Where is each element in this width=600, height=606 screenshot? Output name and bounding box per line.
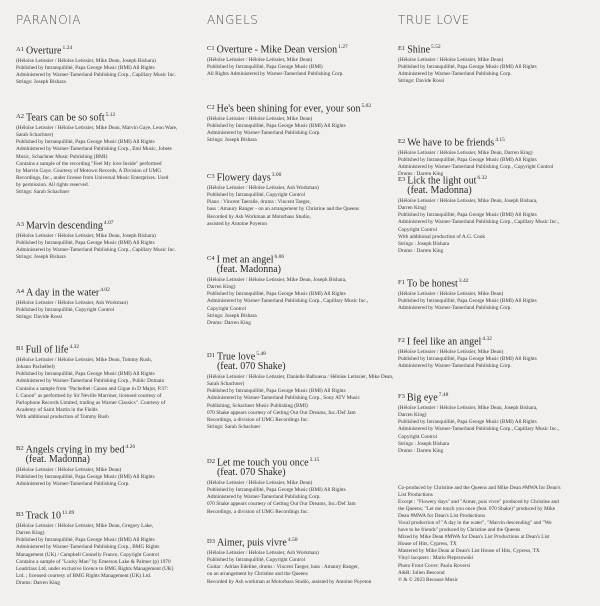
track-duration: 6.32 <box>477 175 488 181</box>
track-credits <box>207 185 395 227</box>
track-c3 <box>207 170 395 228</box>
track-credits <box>398 57 594 85</box>
track-position: B3 <box>16 511 24 518</box>
credit-line: Drums : Darren King <box>398 171 444 178</box>
track-title-wrap <box>26 442 136 465</box>
footer-line: Photo Front Cover: Paolo Roversi <box>398 562 471 569</box>
credit-line: Published by Intranquillité, Copyright Control <box>16 307 115 314</box>
credit-line: Published by Intranquillité, Papa George Music (BMI) All Rights <box>398 157 537 164</box>
track-credits <box>398 349 594 370</box>
track-title-line <box>207 42 395 55</box>
track-duration: 4.15 <box>495 137 505 143</box>
credit-line: Piano : Vincent Taeralle, drums : Vincent Taeger, <box>207 199 311 206</box>
credit-line: With additional production of A.G. Cook <box>398 233 486 240</box>
track-duration: 6.06 <box>274 254 285 260</box>
credit-line: Sarah Schachner) <box>16 132 54 139</box>
credit-line: Strings: Davide Rossi <box>398 78 445 85</box>
credit-line: Administered by Warner-Tamerland Publishing Corp., Capillary Music Inc. <box>16 247 176 254</box>
track-title: Lick the light out <box>407 175 477 187</box>
track-position: F2 <box>398 337 405 344</box>
track-position: E3 <box>398 176 406 183</box>
credit-line: (Héloïse Letissier / Héloïse Letissier, Mike Dean) <box>207 57 313 64</box>
track-title-wrap <box>217 42 348 55</box>
credit-line: (Héloïse Letissier / Héloïse Letissier, Mike Dean, Joseph Bishara, <box>398 198 538 205</box>
credit-line: Published by Intranquillité, Papa George Music (BMI) All Rights <box>16 65 155 72</box>
credit-line: Published by Intranquillité, Papa George Music (BMI) All Rights <box>207 123 346 130</box>
credit-line: 070 Shake appears courtesy of Getting Out Our Dreams, Inc./Def Jam <box>207 501 356 508</box>
credit-line: Darren King) <box>398 205 427 212</box>
track-b2 <box>16 442 204 488</box>
credit-line: Drums: Darren King <box>16 579 60 586</box>
track-c4 <box>207 252 395 327</box>
credit-line: Published by Intranquillité, Papa George Music (BMI) All Rights <box>398 212 537 219</box>
footer-line: Mastered by Mike Dean at Dean's List House of Hits, Cypress, TX <box>398 548 540 555</box>
credit-line: (Héloïse Letissier / Héloïse Letissier, Ash Workman) <box>207 550 319 557</box>
track-d1 <box>207 349 395 431</box>
credit-line: (Héloïse Letissier / Héloïse Letissier, Mike Dean) <box>16 467 122 474</box>
track-credits <box>398 291 594 312</box>
credit-line: Contains a sample from "Pachelbel: Canon and Gigue in D Major, P.37: <box>16 385 169 392</box>
track-title-wrap <box>407 42 440 55</box>
credit-line: Published by Intranquillité, Copyright Control <box>207 557 306 564</box>
credit-line: Administered by Warner-Tamerland Publishing Corp., BMG Rights <box>16 544 160 551</box>
credit-line: Strings: Joseph Bishara <box>207 137 257 144</box>
track-position: E1 <box>398 45 406 52</box>
track-credits <box>207 57 395 78</box>
track-title-line <box>16 43 204 56</box>
track-credits <box>398 405 594 454</box>
track-d3 <box>207 535 395 586</box>
credit-line: Administered by Warner-Tamerland Publishing Corp., Emi Music, Jobete <box>16 146 172 153</box>
track-duration: 1.27 <box>338 44 348 50</box>
track-position: F1 <box>398 279 405 286</box>
track-credits <box>16 58 204 86</box>
track-title-wrap <box>217 349 286 372</box>
track-title-line <box>207 455 395 478</box>
credit-line: 070 Shake appears courtesy of Getting Out Our Dreams, Inc./Def Jam <box>207 409 356 416</box>
credit-line: (Héloïse Letissier / Héloïse Letissier, Mike Dean) <box>398 291 504 298</box>
credit-line: Guitar : Adrian Edeline, drums : Vincent Taeger, bass : Amaury Ranger, <box>207 564 359 571</box>
track-title-line <box>398 42 594 55</box>
track-title-line <box>207 349 395 372</box>
track-e3 <box>398 173 594 255</box>
credit-line: Published by Intranquillité, Papa George Music (BMI) All Rights <box>398 64 537 71</box>
track-a3 <box>16 218 204 262</box>
track-position: A4 <box>16 288 24 295</box>
track-e2 <box>398 135 594 179</box>
track-title: Shine <box>407 44 431 56</box>
credit-line: Administered by Warner-Tamerland Publishing Corp., Public Domain <box>16 378 165 385</box>
track-duration: 11.09 <box>62 510 75 516</box>
footer-line: Co-produced by Christine and the Queens and Mike Dean #MWA for Dean's <box>398 485 561 491</box>
track-b1 <box>16 342 204 421</box>
credit-line: Copyright Control <box>398 433 437 440</box>
credit-line: Published by Intranquillité, Papa George Music (BMI) All Rights <box>16 240 155 247</box>
track-duration: 4.07 <box>103 220 114 226</box>
credit-line: Published by Intranquillité, Papa George Music (BMI) <box>207 64 323 71</box>
credit-line: Recordings, a division of UMG Recordings Inc. <box>207 508 309 515</box>
track-title-line <box>16 342 204 355</box>
track-credits <box>16 233 204 261</box>
track-a2 <box>16 110 204 196</box>
track-c2 <box>207 101 395 145</box>
credit-line: Ltd. ; licensed courtesy of BMG Rights Management (UK) Ltd. <box>16 572 152 579</box>
track-duration: 4.50 <box>287 537 298 543</box>
credit-line: Published by Intranquillité, Papa George Music (BMI) All Rights <box>16 537 155 544</box>
track-featuring: (feat. Madonna) <box>216 264 282 276</box>
track-title-wrap <box>26 508 75 521</box>
credit-line: Strings: Joseph Bishara <box>16 79 66 86</box>
track-featuring: (feat. Madonna) <box>407 185 472 197</box>
track-title-wrap <box>217 455 319 478</box>
credit-line: Copyright Control <box>398 226 437 233</box>
credit-line: (Héloïse Letissier / Héloïse Letissier, Mike Dean) <box>207 116 313 123</box>
credit-line: Published by Intranquillité, Papa George Music (BMI) All Rights <box>207 487 346 494</box>
credit-line: Administered by Warner-Tamerland Publishing Corp., Capillary Music Inc. <box>16 72 176 79</box>
track-title-line <box>207 170 395 183</box>
track-duration: 4.02 <box>100 287 110 293</box>
track-duration: 5.02 <box>361 103 372 109</box>
credit-line: Copyright Control <box>207 305 246 312</box>
track-duration: 7.48 <box>438 392 449 398</box>
track-title: Big eye <box>406 392 438 404</box>
track-position: D1 <box>207 352 215 359</box>
credit-line: Administered by Warner-Tamerland Publishing Corp. <box>398 305 512 312</box>
track-e1 <box>398 42 594 86</box>
credit-line: Sarah Schachner) <box>207 381 245 388</box>
track-title: Let me touch you once <box>216 457 309 469</box>
credit-line: Administered by Warner-Tamerland Publishing Corp. <box>398 71 512 78</box>
credit-line: by Marvin Gaye. Courtesy of Motown Records, A Division of UMG <box>16 167 162 174</box>
track-title: Aimer, puis vivre <box>216 537 287 549</box>
footer-line: Except : "Flowery days" and "Aimer, puis vivre" produced by Christine and <box>398 499 559 506</box>
credit-line: Recorded by Ash Workman at Motorbass Studio, <box>207 213 311 220</box>
track-title: He's been shining for ever, your son <box>216 103 361 115</box>
credit-line: Administered by Warner-Tamerland Publishing Corp., Capillary Music Inc., <box>398 426 560 433</box>
credit-line: (Héloïse Letissier / Héloïse Letissier, Ash Workman) <box>16 300 128 307</box>
track-title-line <box>398 390 594 403</box>
credit-line: Strings: Davide Rossi <box>16 314 63 321</box>
credit-line: assisted by Antoine Poyeton <box>207 220 267 227</box>
footer-line: Dean #MWA for Dean's List Productions <box>398 513 486 520</box>
track-title-line <box>207 101 395 114</box>
track-title-line <box>16 218 204 231</box>
track-title-wrap <box>217 101 372 114</box>
track-f2 <box>398 334 594 370</box>
footer-line: House of Hits, Cypress, TX <box>398 541 457 548</box>
credit-line: Drums : Darren King <box>398 447 444 454</box>
credit-line: Administered by Warner-Tamerland Publishing Corp., Capillary Music Inc., <box>398 219 560 226</box>
track-position: F3 <box>398 393 405 400</box>
track-position: E2 <box>398 138 406 145</box>
track-duration: 4.32 <box>482 336 492 342</box>
track-title: Angels crying in my bed <box>25 444 125 456</box>
column-heading: PARANOIA <box>16 13 81 27</box>
track-featuring: (feat. Madonna) <box>25 454 91 466</box>
credit-line: by permission. All rights reserved. <box>16 181 89 188</box>
credit-line: Johann Pachelbel) <box>16 364 55 371</box>
track-title-wrap <box>26 218 114 231</box>
track-title-line <box>16 508 204 521</box>
credit-line: Strings: Joseph Bishara <box>207 312 257 319</box>
track-title-wrap <box>26 110 115 123</box>
footer-line: the Queens; "Let me touch you once (feat. 070 Shake)" produced by Mike <box>398 506 556 513</box>
track-title: Tears can be so soft <box>25 112 105 124</box>
track-title-wrap <box>217 170 282 183</box>
credit-line: Published by Intranquillité, Papa George Music (BMI) All Rights <box>398 419 537 426</box>
production-credits <box>398 485 594 584</box>
credit-line: bass : Amaury Ranger - on an arrangement by Christine and the Queens <box>207 206 360 213</box>
track-title-wrap <box>407 334 492 347</box>
footer-line: ℗ & © 2023 Because Music <box>398 576 459 583</box>
credit-line: (Héloïse Letissier / Héloïse Letissier, Mike Dean, Joseph Bishara, <box>398 405 538 412</box>
track-title: We have to be friends <box>407 137 495 149</box>
track-title: True love <box>216 351 256 363</box>
track-title-line <box>398 135 594 148</box>
credit-line: Strings: Sarah Schachner <box>207 423 261 430</box>
track-b3 <box>16 508 204 587</box>
credit-line: (Héloïse Letissier / Héloïse Letissier, Mike Dean, Joseph Bishara) <box>16 233 156 240</box>
credit-line: Administered by Warner-Tamerland Publishing Corp. <box>207 494 321 501</box>
credit-line: Published by Intranquillité, Papa George Music (BMI) All Rights <box>398 356 537 363</box>
credit-line: Strings: Sarah Schachner <box>16 188 70 195</box>
credit-line: Administered by Warner-Tamerland Publishing Corp., Copyright Control <box>398 164 554 171</box>
credit-line: I. Canon" as performed by Sir Neville Marriner, licensed courtesy of <box>16 392 162 399</box>
credit-line: Published by Intranquillité, Papa George Music (BMI) All Rights <box>207 388 346 395</box>
footer-line: A&R: Julien Bescond <box>398 569 445 576</box>
credit-line: Management (UK) / Campbell Connelly France, Copyright Control <box>16 551 159 558</box>
track-title-line <box>207 535 395 548</box>
track-title: A day in the water <box>25 287 100 299</box>
track-title-line <box>398 334 594 347</box>
credit-line: Drums : Darren King <box>398 247 444 254</box>
track-duration: 3.42 <box>458 278 469 284</box>
track-position: C4 <box>207 255 215 262</box>
credit-line: (Héloïse Letissier / Héloïse Letissier, Mike Dean, Marvin Gaye, Leon Ware, <box>16 125 178 132</box>
credit-line: Recordings, a division of UMG Recordings Inc. <box>207 416 309 423</box>
credit-line: Administered by Warner-Tamerland Publishing Corp. <box>398 363 512 370</box>
track-title-line <box>207 252 395 275</box>
credit-line: Academy of Saint Martin in the Fields <box>16 406 98 413</box>
credit-line: Strings : Joseph Bishara <box>398 440 450 447</box>
track-title-wrap <box>26 285 110 298</box>
track-credits <box>16 125 204 195</box>
track-position: A1 <box>16 46 24 53</box>
footer-line: Vinyl lacquers : Mario Pieprzowski <box>398 555 474 562</box>
credit-line: (Héloïse Letissier / Héloïse Letissier, Mike Dean, Joseph Bishara) <box>16 58 156 65</box>
track-position: C2 <box>207 104 215 111</box>
track-title-wrap <box>26 342 79 355</box>
credit-line: Recordings, Inc., under license from Universal Music Enterprises. Used <box>16 174 169 181</box>
track-title: Flowery days <box>216 172 271 184</box>
credit-line: (Héloïse Letissier / Héloïse Letissier, Mike Dean, Darren King) <box>398 150 533 157</box>
credit-line: With additional production of Tommy Rush <box>16 413 109 420</box>
column-heading: ANGELS <box>207 13 259 27</box>
track-title-wrap <box>407 390 448 403</box>
track-title-line <box>16 110 204 123</box>
track-duration: 3.00 <box>271 172 282 178</box>
credit-line: (Héloïse Letissier / Héloïse Letissier, Danielle Balbuena / Héloïse Letissier, Mike Dean, <box>207 374 394 381</box>
track-position: C1 <box>207 45 215 52</box>
track-title: Marvin descending <box>25 220 103 232</box>
credit-line: (Héloïse Letissier / Héloïse Letissier, Mike Dean) <box>398 57 504 64</box>
track-position: A2 <box>16 113 24 120</box>
footer-line: have to be friends" produced by Christine and the Queens <box>398 527 521 534</box>
track-duration: 5.12 <box>105 112 116 118</box>
track-position: B1 <box>16 345 24 352</box>
track-credits <box>16 300 204 321</box>
credit-line: Leadclass Ltd, under exclusive licence to BMG Rights Management (UK) <box>16 565 174 572</box>
track-title-wrap <box>217 252 285 275</box>
credit-line: (Héloïse Letissier / Héloïse Letissier, Ash Workman) <box>207 185 319 192</box>
credit-line: Darren King) <box>207 284 236 291</box>
track-title-wrap <box>407 135 505 148</box>
credit-line: (Héloïse Letissier / Héloïse Letissier, Mike Dean) <box>207 480 313 487</box>
track-duration: 4.32 <box>69 344 79 350</box>
track-d2 <box>207 455 395 516</box>
track-credits <box>207 374 395 430</box>
track-duration: 3.15 <box>309 457 320 463</box>
credit-line: All Rights Administered by Warner-Tamerland Publishing Corp. <box>207 71 344 78</box>
credit-line: Published by Intranquillité, Papa George Music (BMI) All Rights <box>16 139 155 146</box>
credit-line: (Héloïse Letissier / Héloïse Letissier, Mike Dean, Tommy Rush, <box>16 357 152 364</box>
track-position: C3 <box>207 173 215 180</box>
credit-line: Administered by Warner-Tamerland Publishing Corp. <box>16 481 130 488</box>
track-position: D2 <box>207 458 215 465</box>
track-credits <box>207 550 395 585</box>
credit-line: Administered by Warner-Tamerland Publishing Corp., Capillary Music Inc., <box>207 298 369 305</box>
track-f3 <box>398 390 594 455</box>
footer-line: List Productions <box>398 492 433 499</box>
track-title: Overture <box>25 45 62 57</box>
track-featuring: (feat. 070 Shake) <box>216 467 286 479</box>
credit-line: Administered by Warner-Tamerland Publishing Corp., Sony ATV Music <box>207 395 360 402</box>
credit-line: Drums: Darren King <box>207 319 251 326</box>
footer-line: Mixed by Mike Dean #MWA for Dean's List Productions at Dean's List <box>398 534 550 541</box>
track-credits <box>207 116 395 144</box>
credit-line: Administered by Warner-Tamerland Publishing Corp. <box>207 130 321 137</box>
credit-line: on an arrangement by Christine and the Queens <box>207 571 308 578</box>
credit-line: (Héloïse Letissier / Héloïse Letissier, Mike Dean, Gregory Lake, <box>16 523 154 530</box>
track-a1 <box>16 43 204 87</box>
credit-line: Contains a sample of "Lucky Man" by Emerson Lake & Palmer (p) 1970 <box>16 558 171 565</box>
track-duration: 1.24 <box>62 45 73 51</box>
credit-line: Strings : Joseph Bishara <box>398 240 450 247</box>
track-title-wrap <box>26 43 72 56</box>
credit-line: Published by Intranquillité, Copyright Control <box>207 192 306 199</box>
track-c1 <box>207 42 395 78</box>
track-position: B2 <box>16 445 24 452</box>
track-title-wrap <box>217 535 298 548</box>
credit-line: Contains a sample of the recording "Feel My love Inside" performed <box>16 160 162 167</box>
credit-line: Published by Intranquillité, Papa George Music (BMI) All Rights <box>16 371 155 378</box>
track-credits <box>16 467 204 488</box>
track-f1 <box>398 276 594 312</box>
track-title: To be honest <box>406 278 458 290</box>
track-position: D3 <box>207 538 215 545</box>
track-position: A3 <box>16 221 24 228</box>
track-title-line <box>398 276 594 289</box>
track-duration: 5.52 <box>431 44 441 50</box>
track-featuring: (feat. 070 Shake) <box>216 361 286 373</box>
track-credits <box>207 480 395 515</box>
credit-line: Published by Intranquillité, Papa George Music (BMI) All Rights <box>16 474 155 481</box>
track-credits <box>207 277 395 326</box>
track-title-line <box>16 442 204 465</box>
credit-line: Darren King) <box>16 530 45 537</box>
track-title: I feel like an angel <box>406 336 482 348</box>
track-title: Track 10 <box>25 510 62 522</box>
credit-line: Music, Schachner Music Publishing (BMI) <box>16 153 108 160</box>
credit-line: (Héloïse Letissier / Héloïse Letissier, Mike Dean) <box>398 349 504 356</box>
track-credits <box>398 198 594 254</box>
track-title-wrap <box>407 173 487 196</box>
credit-line: Parlophone Records Limited, trading as Warner Classics". Courtesy of <box>16 399 166 406</box>
track-title: Full of life <box>25 344 69 356</box>
credit-line: Strings: Joseph Bishara <box>16 254 66 261</box>
track-title-wrap <box>407 276 469 289</box>
track-credits <box>16 357 204 420</box>
credit-line: Recorded by Ash workman at Motorbass Studio, assisted by Antoine Poyeton <box>207 578 372 585</box>
track-duration: 4.26 <box>125 444 136 450</box>
credit-line: Publishing, Schachner Music Publishing (BMI) <box>207 402 308 409</box>
credit-line: Darren King) <box>398 412 427 419</box>
track-a4 <box>16 285 204 321</box>
credit-line: Published by Intranquillité, Papa George Music (BMI) All Rights <box>207 291 346 298</box>
track-title: I met an angel <box>216 254 274 266</box>
track-title: Overture - Mike Dean version <box>216 44 338 56</box>
credit-line: Published by Intranquillité, Papa George Music (BMI) All Rights <box>398 298 537 305</box>
track-credits <box>16 523 204 586</box>
credit-line: (Héloïse Letissier / Héloïse Letissier, Mike Dean, Joseph Bishara, <box>207 277 347 284</box>
footer-line: Vocal production of "A day in the water", "Marvin descending" and "We <box>398 520 552 527</box>
track-title-line <box>16 285 204 298</box>
track-title-line <box>398 173 594 196</box>
track-duration: 5.48 <box>256 351 266 357</box>
column-heading: TRUE LOVE <box>398 13 470 27</box>
